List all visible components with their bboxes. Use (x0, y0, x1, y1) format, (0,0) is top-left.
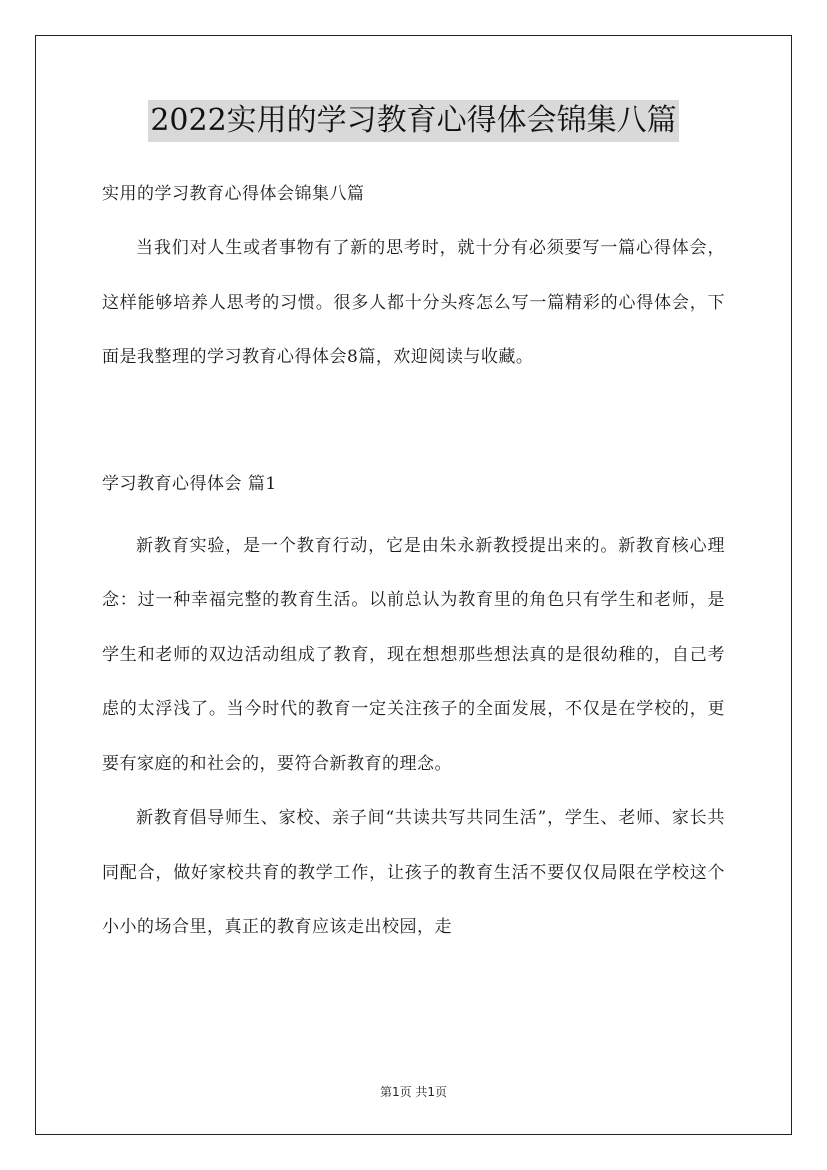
document-title: 2022实用的学习教育心得体会锦集八篇 (148, 100, 678, 142)
page-footer: 第1页 共1页 (379, 1085, 448, 1099)
section-heading: 学习教育心得体会 篇1 (102, 473, 277, 494)
document-subtitle: 实用的学习教育心得体会锦集八篇 (102, 184, 365, 204)
title-container (0, 100, 827, 142)
body-paragraph-1: 新教育实验，是一个教育行动，它是由朱永新教授提出来的。新教育核心理念：过一种幸福完整的教育生活。以前总认为教育里的角色只有学生和老师，是学生和老师的双边活动组成了教育，现在想想那些想法真的是很幼稚的，自己考虑的太浮浅了。当今时代的教育一定关注孩子的全面发展，不仅是在学校的，更要有家庭的和社会的，要符合新教育的理念。 (102, 535, 725, 774)
intro-paragraph: 当我们对人生或者事物有了新的思考时，就十分有必须要写一篇心得体会，这样能够培养人思考的习惯。很多人都十分头疼怎么写一篇精彩的心得体会，下面是我整理的学习教育心得体会8篇，欢迎阅读与收藏。 (102, 238, 725, 367)
body-paragraph-2: 新教育倡导师生、家校、亲子间“共读共写共同生活”，学生、老师、家长共同配合，做好家校共育的教学工作，让孩子的教育生活不要仅仅局限在学校这个小小的场合里，真正的教育应该走出校园，走 (102, 808, 725, 937)
document-body (102, 176, 725, 955)
